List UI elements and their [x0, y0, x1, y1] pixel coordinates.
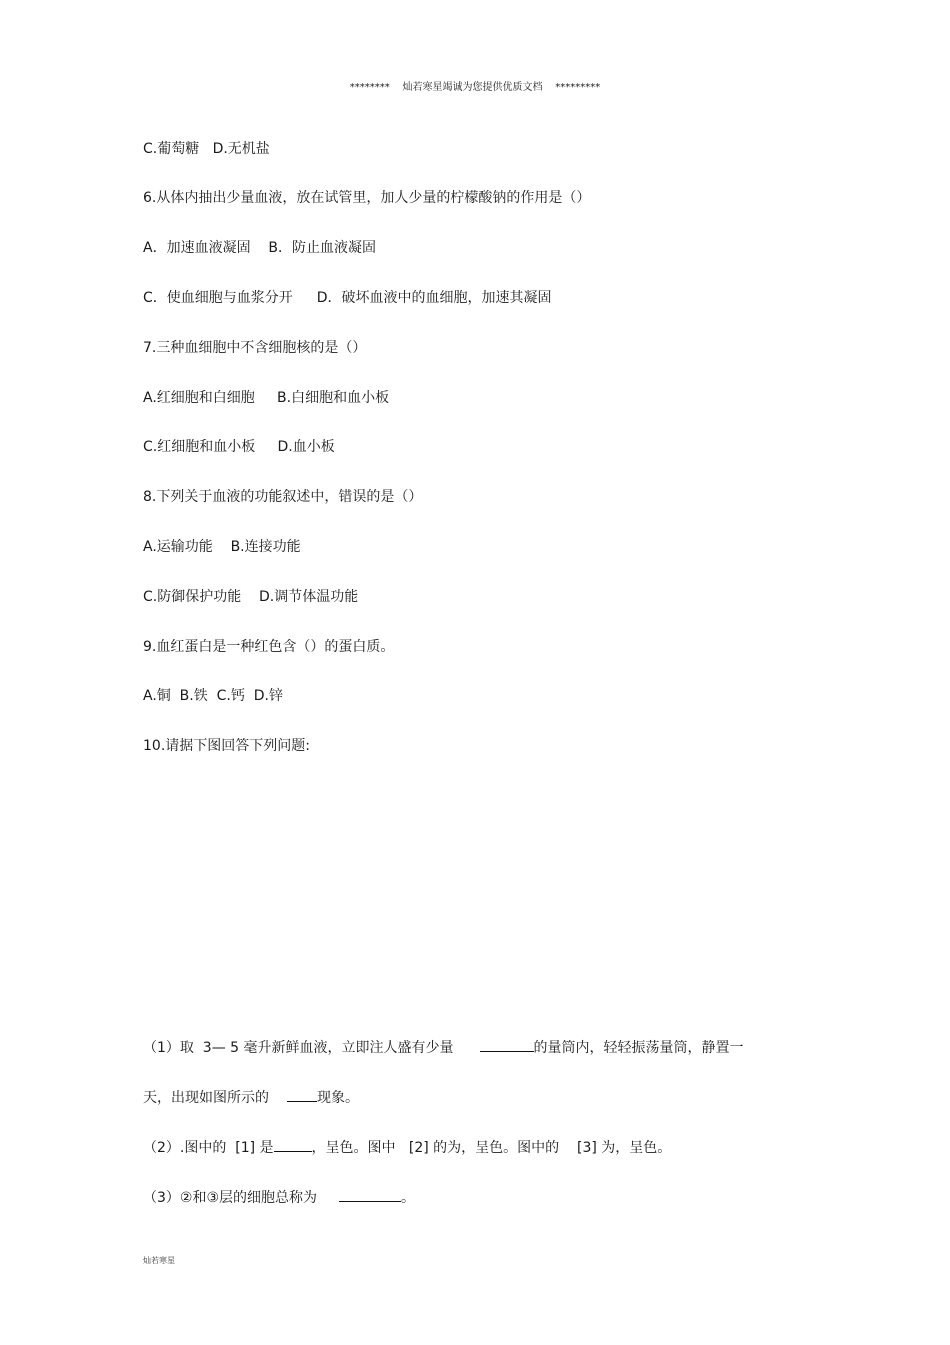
q6-option-c: C．使血细胞与血浆分开: [143, 290, 293, 306]
q9-stem: 9.血红蛋白是一种红色含（）的蛋白质。: [143, 639, 395, 655]
q7-options-cd: C.红细胞和血小板 D.血小板: [143, 439, 335, 455]
q10-part3-text-a: （3）②和③层的细胞总称为: [143, 1190, 318, 1206]
q10-part3-line: [143, 1187, 415, 1207]
page-header: ******** 灿若寒星竭诚为您提供优质文档 *********: [349, 82, 601, 93]
answer-blank-3[interactable]: [274, 1137, 312, 1152]
q10-part2-line: [143, 1137, 671, 1157]
q10-part2-text-a: （2）.图中的 [1] 是: [143, 1140, 274, 1156]
q9-options: A.铜 B.铁 C.钙 D.锌: [143, 688, 283, 704]
answer-blank-4[interactable]: [339, 1187, 401, 1202]
q10-part3-text-b: 。: [401, 1190, 416, 1206]
q10-part2-text-b: ，呈色。图中 [2] 的为，呈色。图中的 [3] 为，呈色。: [311, 1140, 672, 1156]
q10-part1-text-b: 的量筒内，轻轻振荡量筒，静置一: [533, 1040, 744, 1056]
q10-part1-text-c: 天，出现如图所示的: [143, 1090, 269, 1106]
q5-options-cd: C.葡萄糖 D.无机盐: [143, 141, 270, 157]
q10-part1-line1: [143, 1037, 744, 1057]
answer-blank-2[interactable]: [287, 1087, 317, 1102]
q8-options-cd: C.防御保护功能 D.调节体温功能: [143, 589, 359, 605]
q10-part1-text-d: 现象。: [317, 1090, 359, 1106]
q6-option-d: D．破坏血液中的血细胞，加速其凝固: [316, 290, 552, 306]
page-footer: 灿若寒星: [143, 1256, 175, 1265]
q6-stem: 6.从体内抽出少量血液，放在试管里，加人少量的柠檬酸钠的作用是（）: [143, 190, 591, 206]
q8-options-ab: A.运输功能 B.连接功能: [143, 539, 301, 555]
q10-part1-text-a: （1）取 3— 5 毫升新鲜血液，立即注人盛有少量: [143, 1040, 454, 1056]
q10-stem: 10.请据下图回答下列问题:: [143, 738, 310, 754]
q6-options-cd: [143, 289, 552, 307]
q7-stem: 7.三种血细胞中不含细胞核的是（）: [143, 340, 367, 356]
q6-options-ab: A．加速血液凝固 B．防止血液凝固: [143, 240, 376, 256]
q7-options-ab: A.红细胞和白细胞 B.白细胞和血小板: [143, 390, 390, 406]
answer-blank-1[interactable]: [480, 1037, 534, 1052]
q10-part1-line2: [143, 1087, 359, 1107]
q8-stem: 8.下列关于血液的功能叙述中，错误的是（）: [143, 489, 423, 505]
